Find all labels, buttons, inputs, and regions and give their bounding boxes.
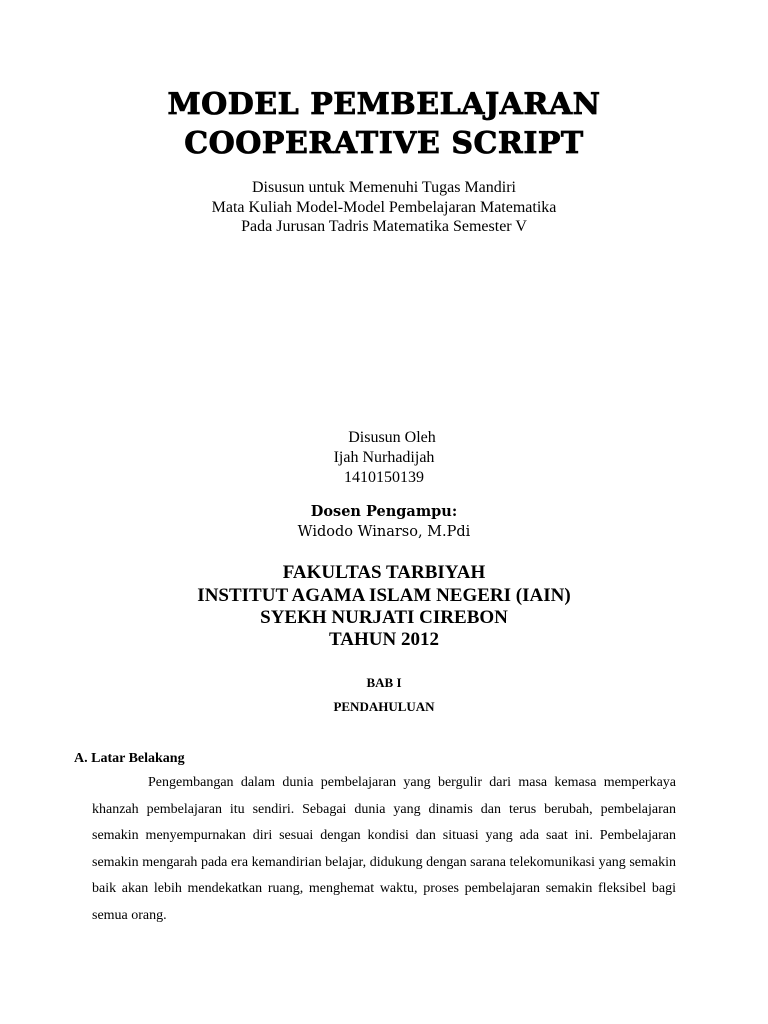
author-name: Ijah Nurhadijah xyxy=(333,449,435,466)
subtitle-line-3: Pada Jurusan Tadris Matematika Semester V xyxy=(241,218,527,235)
lecturer-name: Widodo Winarso, M.Pdi xyxy=(297,524,471,540)
section-heading: A. Latar Belakang xyxy=(74,751,185,766)
document-year: TAHUN 2012 xyxy=(329,629,439,650)
author-label: Disusun Oleh xyxy=(348,429,436,446)
institute-name: INSTITUT AGAMA ISLAM NEGERI (IAIN) xyxy=(197,585,571,606)
institute-location: SYEKH NURJATI CIREBON xyxy=(260,607,508,628)
chapter-title: PENDAHULUAN xyxy=(333,699,435,714)
chapter-number: BAB I xyxy=(366,675,402,690)
subtitle-line-2: Mata Kuliah Model-Model Pembelajaran Matematika xyxy=(211,199,557,216)
subtitle-line-1: Disusun untuk Memenuhi Tugas Mandiri xyxy=(251,179,516,196)
document-title-line-2: COOPERATIVE SCRIPT xyxy=(184,126,584,161)
document-title-line-1: MODEL PEMBELAJARAN xyxy=(167,87,601,122)
author-id: 1410150139 xyxy=(344,469,424,486)
faculty-name: FAKULTAS TARBIYAH xyxy=(282,562,486,583)
lecturer-label: Dosen Pengampu: xyxy=(310,503,458,520)
section-paragraph: Pengembangan dalam dunia pembelajaran yang bergulir dari masa kemasa memperkaya khanzah pembelajaran itu sendiri. Sebagai dunia yang dinamis dan terus berubah, pembelajaran semakin menyempurnakan diri sesuai dengan kondisi dan situasi yang ada saat ini. Pembelajaran semakin mengarah pada era kemandirian belajar, didukung dengan sarana telekomunikasi yang semakin baik akan lebih mendekatkan ruang, menghemat waktu, proses pembelajaran semakin fleksibel bagi semua orang. xyxy=(92,775,676,923)
